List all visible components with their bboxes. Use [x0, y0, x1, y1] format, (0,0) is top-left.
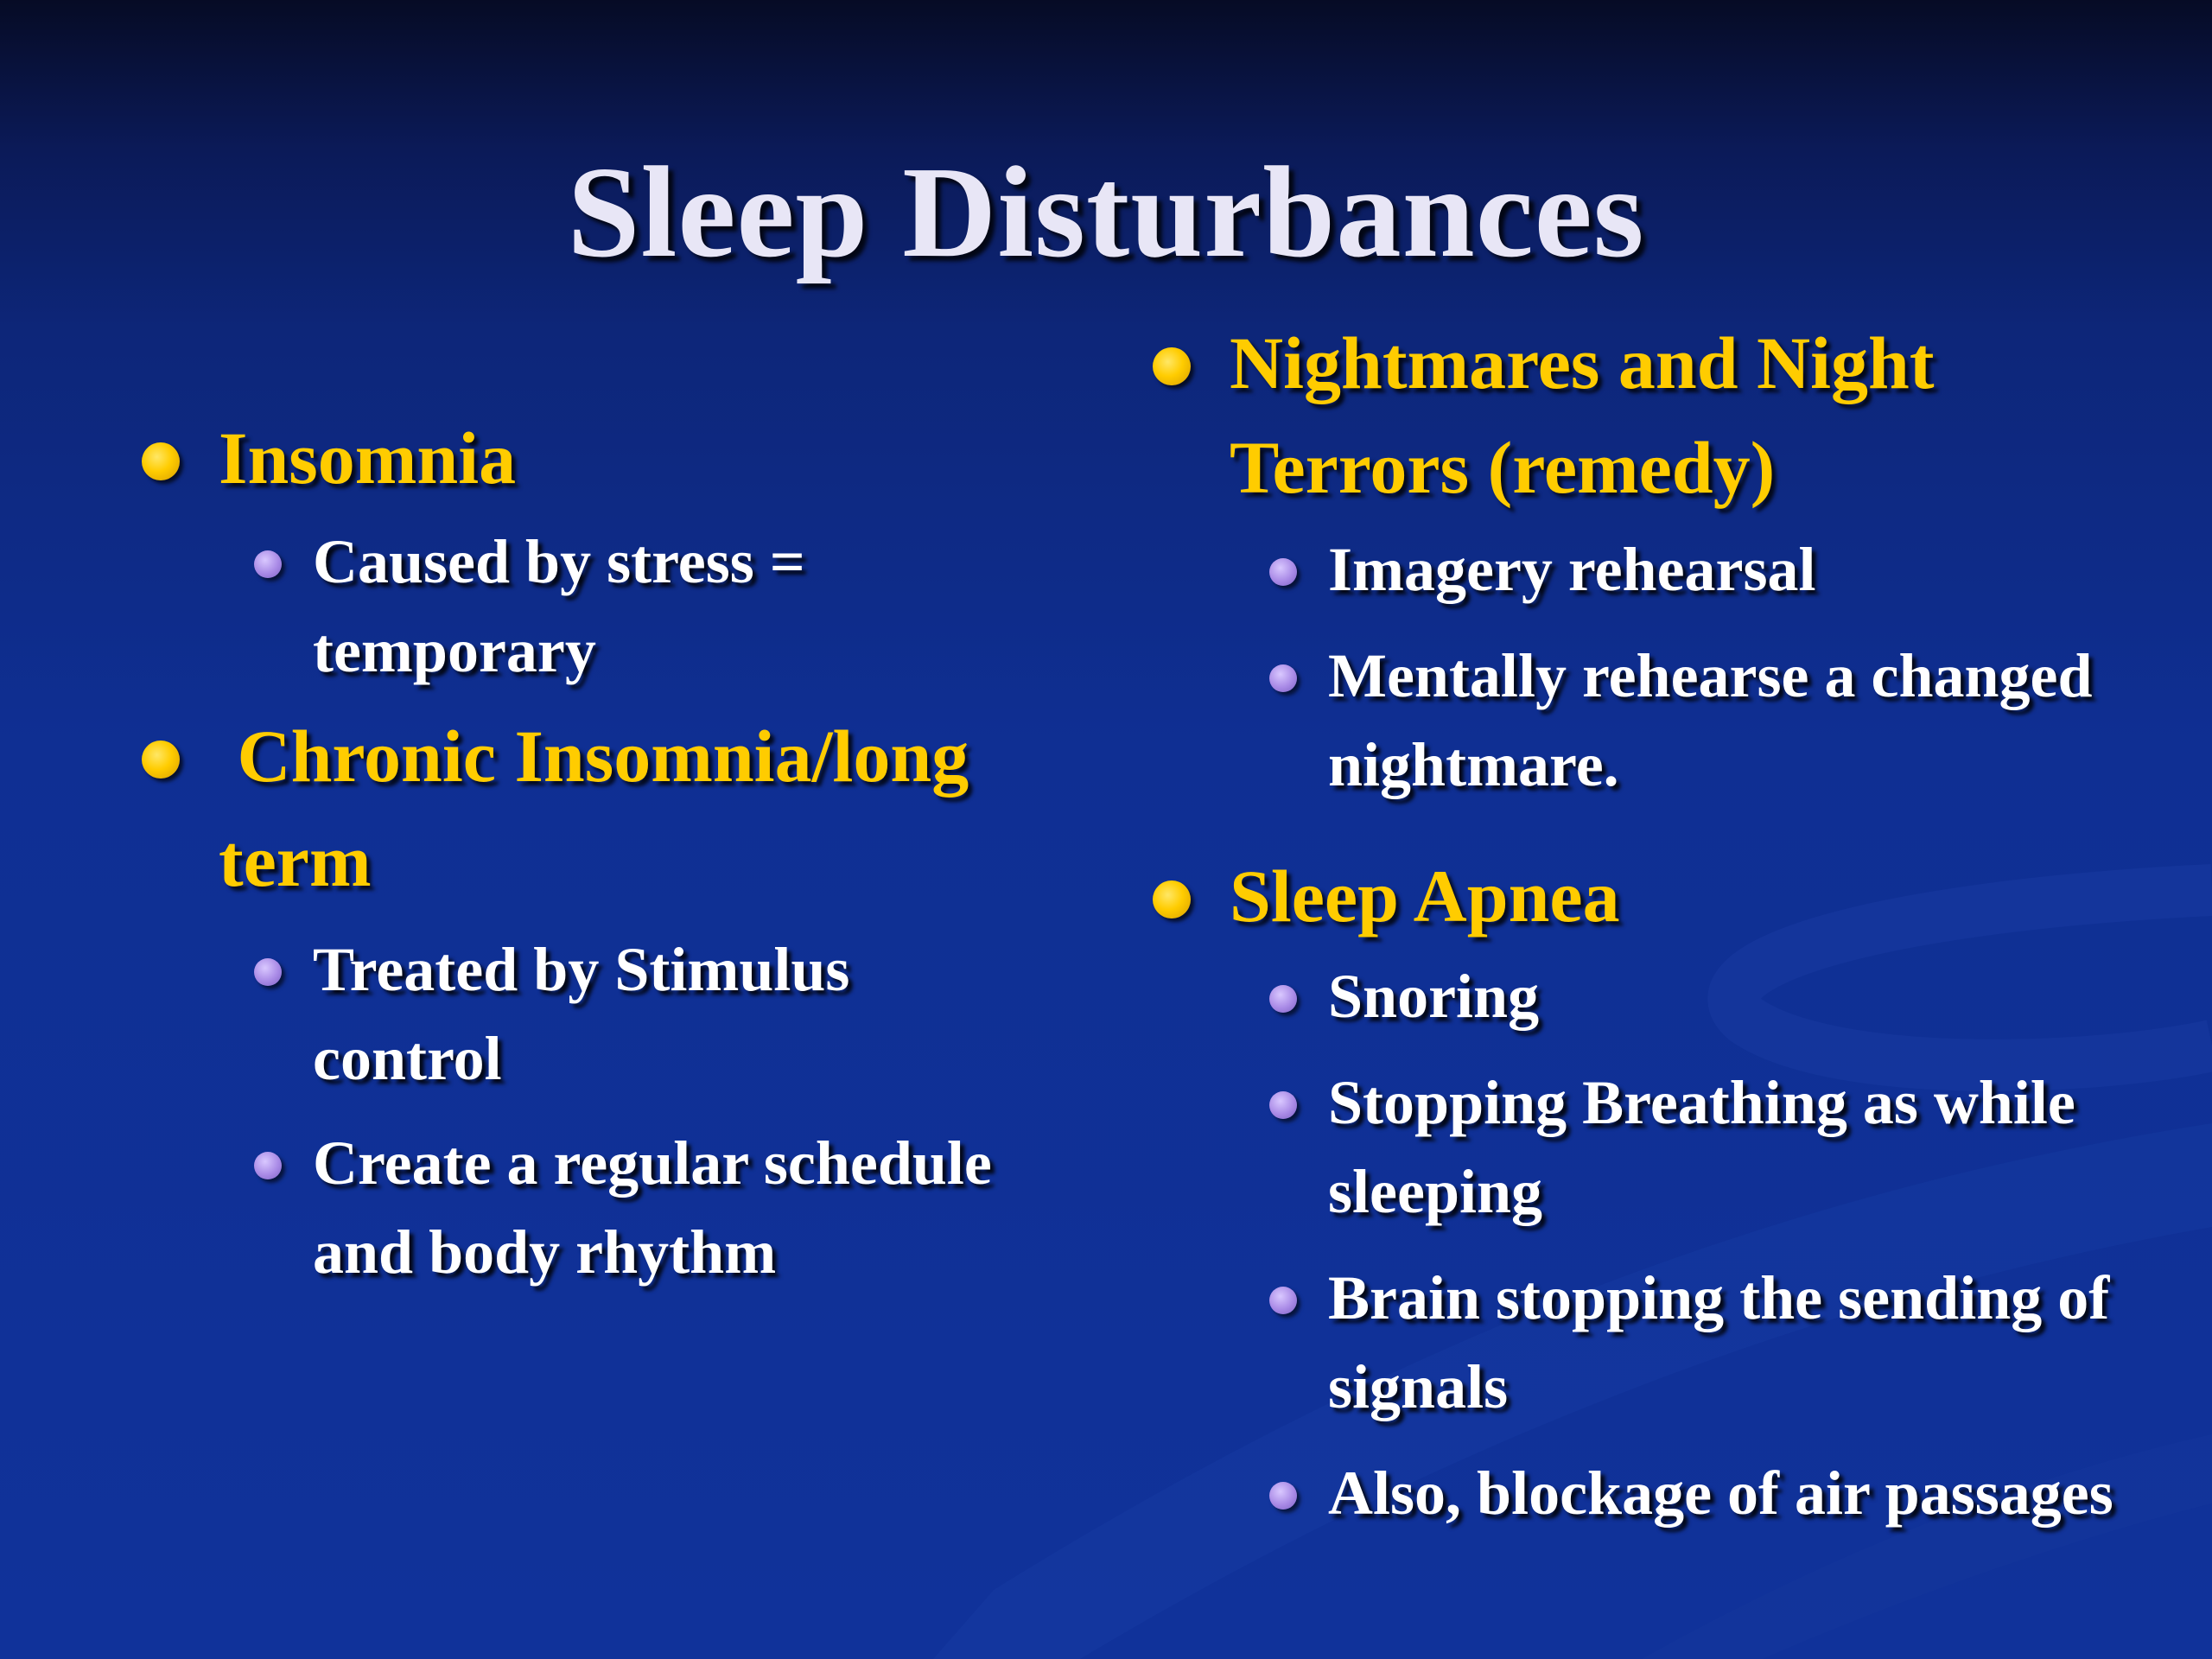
sub-bullet-caused-by-stress	[138, 518, 1054, 696]
purple-bullet-icon	[1269, 985, 1297, 1013]
bullet-chronic-insomnia	[138, 704, 1054, 913]
bullet-label: Sleep Apnea	[1230, 855, 1620, 938]
sub-bullet-text: Also, blockage of air passages	[1328, 1459, 2113, 1528]
bullet-insomnia	[138, 406, 1054, 511]
yellow-bullet-icon	[1153, 880, 1191, 918]
sub-bullet-text: Mentally rehearse a changed nightmare.	[1328, 641, 2093, 799]
right-column	[1149, 311, 2186, 1538]
sub-bullet-text: Stopping Breathing as while sleeping	[1328, 1068, 2075, 1226]
sub-bullet-mentally-rehearse	[1149, 632, 2186, 810]
sub-bullet-text: Treated by Stimulus control	[313, 935, 850, 1093]
bullet-sleep-apnea	[1149, 844, 2186, 949]
sub-bullet-text: Imagery rehearsal	[1328, 535, 1816, 604]
yellow-bullet-icon	[142, 741, 180, 779]
purple-bullet-icon	[254, 958, 282, 986]
purple-bullet-icon	[1269, 558, 1297, 586]
sub-bullet-blockage	[1149, 1449, 2186, 1538]
sub-bullet-text: Caused by stress = temporary	[313, 527, 805, 685]
purple-bullet-icon	[1269, 1287, 1297, 1314]
bullet-label: Nightmares and Night Terrors (remedy)	[1230, 321, 1935, 509]
purple-bullet-icon	[254, 1152, 282, 1179]
sub-bullet-text: Snoring	[1328, 962, 1540, 1031]
left-column	[138, 406, 1054, 1297]
purple-bullet-icon	[1269, 1091, 1297, 1119]
sub-bullet-snoring	[1149, 952, 2186, 1041]
bullet-label: Insomnia	[219, 416, 517, 499]
sub-bullet-text: Brain stopping the sending of signals	[1328, 1263, 2110, 1421]
purple-bullet-icon	[254, 550, 282, 578]
bullet-nightmares	[1149, 311, 2186, 520]
sub-bullet-text: Create a regular schedule and body rhythm	[313, 1128, 992, 1287]
purple-bullet-icon	[1269, 664, 1297, 692]
sub-bullet-imagery-rehearsal	[1149, 525, 2186, 614]
yellow-bullet-icon	[1153, 347, 1191, 385]
purple-bullet-icon	[1269, 1482, 1297, 1510]
sub-bullet-stopping-breathing	[1149, 1058, 2186, 1236]
sub-bullet-stimulus-control	[138, 925, 1054, 1103]
yellow-bullet-icon	[142, 442, 180, 480]
sub-bullet-regular-schedule	[138, 1119, 1054, 1297]
sub-bullet-brain-stopping	[1149, 1254, 2186, 1432]
slide-title: Sleep Disturbances	[567, 139, 1645, 284]
bullet-label: Chronic Insomnia/long term	[219, 715, 969, 902]
